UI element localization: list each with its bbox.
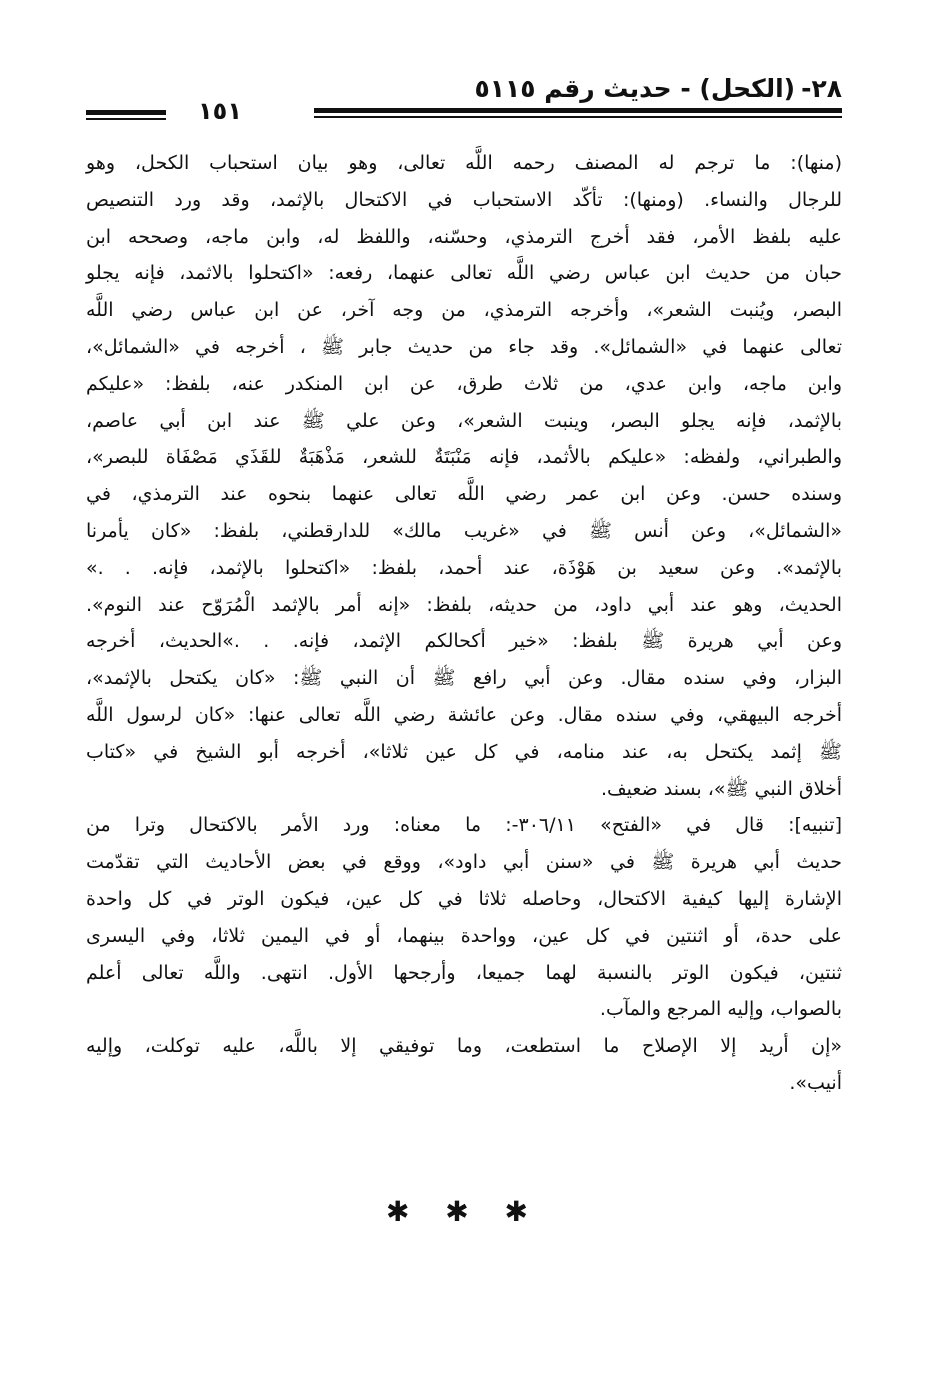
chapter-number: ٢٨-	[801, 74, 842, 103]
text-line: «إن أريد إلا الإصلاح ما استطعت، وما توفيقي إلا باللَّه، عليه توكلت، وإليه	[86, 1035, 842, 1058]
text-line: بالإثمد». وعن سعيد بن هَوْذَة، عند أحمد، بلفظ: «اكتحلوا بالإثمد، فإنه. . .»	[86, 556, 842, 579]
text-line: ﷺ إثمد يكتحل به، عند منامه، في كل عين ثلاثا»، أخرجه أبو الشيخ في «كتاب	[86, 740, 842, 763]
text-line: وعن أبي هريرة ﷺ بلفظ: «خير أكحالكم الإثمد، فإنه. . .»الحديث، أخرجه	[86, 630, 842, 653]
text-line: تعالى عنهما في «الشمائل». وقد جاء من حديث جابر ﷺ ، أخرجه في «الشمائل»،	[86, 335, 842, 358]
text-line: الحديث، وهو عند أبي داود، من حديثه، بلفظ: «إنه أمر بالإثمد الْمُرَوّح عند النوم».	[86, 593, 842, 616]
text-line: أخرجه البيهقي، وفي سنده مقال. وعن عائشة رضي اللَّه تعالى عنها: «كان لرسول اللَّه	[86, 703, 842, 726]
text-line: أخلاق النبي ﷺ»، بسند ضعيف.	[600, 777, 842, 800]
text-line: حبان من حديث ابن عباس رضي اللَّه تعالى عنهما، رفعه: «اكتحلوا بالاثمد، فإنه يجلو	[86, 262, 842, 285]
body-text	[86, 145, 842, 1102]
text-line: «الشمائل»، وعن أنس ﷺ في «غريب مالك» للدارقطني، بلفظ: «كان يأمرنا	[86, 519, 842, 542]
text-line: أنيب».	[789, 1071, 842, 1094]
page-number: ١٥١	[198, 97, 242, 125]
text-line: وابن ماجه، وابن عدي، من ثلاث طرق، عن ابن المنكدر عنه، بلفظ: «عليكم	[86, 372, 842, 395]
text-line: [تنبيه]: قال في «الفتح» ٣٠٦/١١-: ما معناه: ورد الأمر بالاكتحال وترا من	[86, 814, 842, 837]
text-line: للرجال والنساء. (ومنها): تأكّد الاستحباب في الاكتحال بالإثمد، وقد ورد التنصيص	[86, 188, 842, 211]
text-line: بالإثمد، فإنه يجلو البصر، وينبت الشعر»، وعن علي ﷺ عند ابن أبي عاصم،	[86, 409, 842, 432]
text-line: على حدة، أو اثنتين في كل عين، وواحدة بينهما، أو في اليمين ثلاثا، وفي اليسرى	[86, 924, 842, 947]
header-rule-short	[86, 110, 166, 120]
text-line: البصر، ويُنبت الشعر»، وأخرجه الترمذي، من وجه آخر، عن ابن عباس رضي اللَّه	[86, 299, 842, 322]
section-end-mark: ✱ ✱ ✱	[386, 1195, 541, 1228]
page-header	[86, 72, 842, 128]
text-line: الإشارة إليها كيفية الاكتحال، وحاصله ثلاثا في كل عين، فيكون الوتر في كل واحدة	[86, 887, 842, 910]
chapter-title: (الكحل) - حديث رقم ٥١١٥	[474, 74, 796, 103]
header-rule-long	[314, 108, 842, 118]
text-line: البزار، وفي سنده مقال. وعن أبي رافع ﷺ أن النبي ﷺ: «كان يكتحل بالإثمد»،	[86, 667, 842, 690]
text-line: بالصواب، وإليه المرجع والمآب.	[599, 998, 842, 1021]
text-line: عليه بلفظ الأمر، فقد أخرج الترمذي، وحسّنه، واللفظ له، وابن ماجه، وصححه ابن	[86, 225, 842, 248]
text-line: ثنتين، فيكون الوتر بالنسبة لهما جميعا، وأرجحها الأول. انتهى. واللَّه تعالى أعلم	[86, 961, 842, 984]
text-line: والطبراني، ولفظه: «عليكم بالأثمد، فإنه مَنْبَتَةٌ للشعر، مَذْهَبَةٌ للقَذَي مَصْفَاة للبصر»،	[86, 446, 842, 469]
running-title	[474, 72, 842, 106]
text-line: حديث أبي هريرة ﷺ في «سنن أبي داود»، ووقع في بعض الأحاديث التي تقدّمت	[86, 851, 842, 874]
text-line: (منها): ما ترجم له المصنف رحمه اللَّه تعالى، وهو بيان استحباب الكحل، وهو	[86, 152, 842, 174]
text-line: وسنده حسن. وعن ابن عمر رضي اللَّه تعالى عنهما بنحوه عند الترمذي، في	[86, 483, 842, 506]
